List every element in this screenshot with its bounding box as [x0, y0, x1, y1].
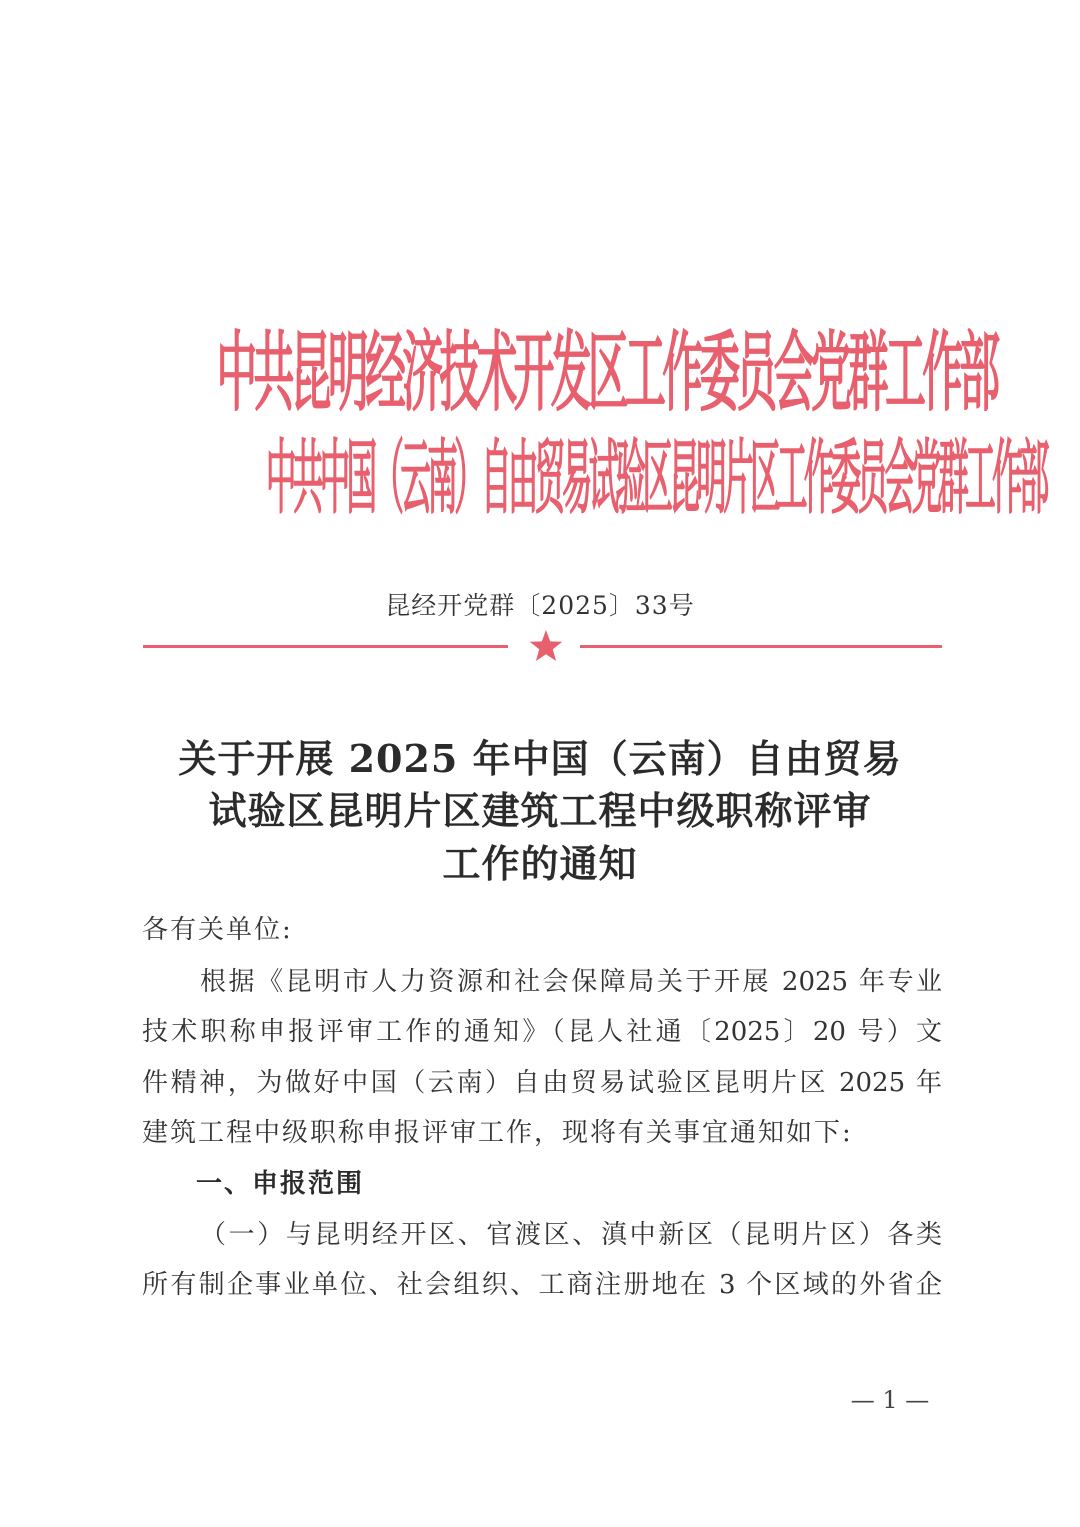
document-number: 昆经开党群〔2025〕33号	[385, 591, 695, 620]
paragraph-1-line-2: 技术职称申报评审工作的通知》（昆人社通〔2025〕20 号）文	[142, 1017, 942, 1047]
paragraph-1-line-3: 件精神，为做好中国（云南）自由贸易试验区昆明片区 2025 年	[142, 1068, 942, 1098]
paragraph-2-line-1: （一）与昆明经开区、官渡区、滇中新区（昆明片区）各类	[200, 1220, 942, 1250]
red-divider-left	[143, 645, 508, 648]
red-divider-right	[580, 645, 942, 648]
page-number: — 1 —	[850, 1386, 930, 1414]
section-1-heading: 一、申报范围	[196, 1169, 365, 1199]
document-title-line-2: 试验区昆明片区建筑工程中级职称评审	[208, 788, 872, 833]
document-title-line-1: 关于开展 2025 年中国（云南）自由贸易	[178, 736, 902, 781]
issuer-header-line-2: 中共中国（云南）自由贸易试验区昆明片区工作委员会党群工作部	[265, 431, 1046, 527]
paragraph-1-line-4: 建筑工程中级职称申报评审工作，现将有关事宜通知如下:	[142, 1118, 853, 1148]
document-title-line-3: 工作的通知	[442, 841, 638, 886]
star-icon	[528, 628, 564, 664]
paragraph-1-line-1: 根据《昆明市人力资源和社会保障局关于开展 2025 年专业	[200, 967, 942, 997]
salutation: 各有关单位:	[142, 915, 293, 945]
issuer-header-line-1: 中共昆明经济技术开发区工作委员会党群工作部	[216, 321, 997, 425]
paragraph-2-line-2: 所有制企事业单位、社会组织、工商注册地在 3 个区域的外省企	[142, 1270, 942, 1300]
